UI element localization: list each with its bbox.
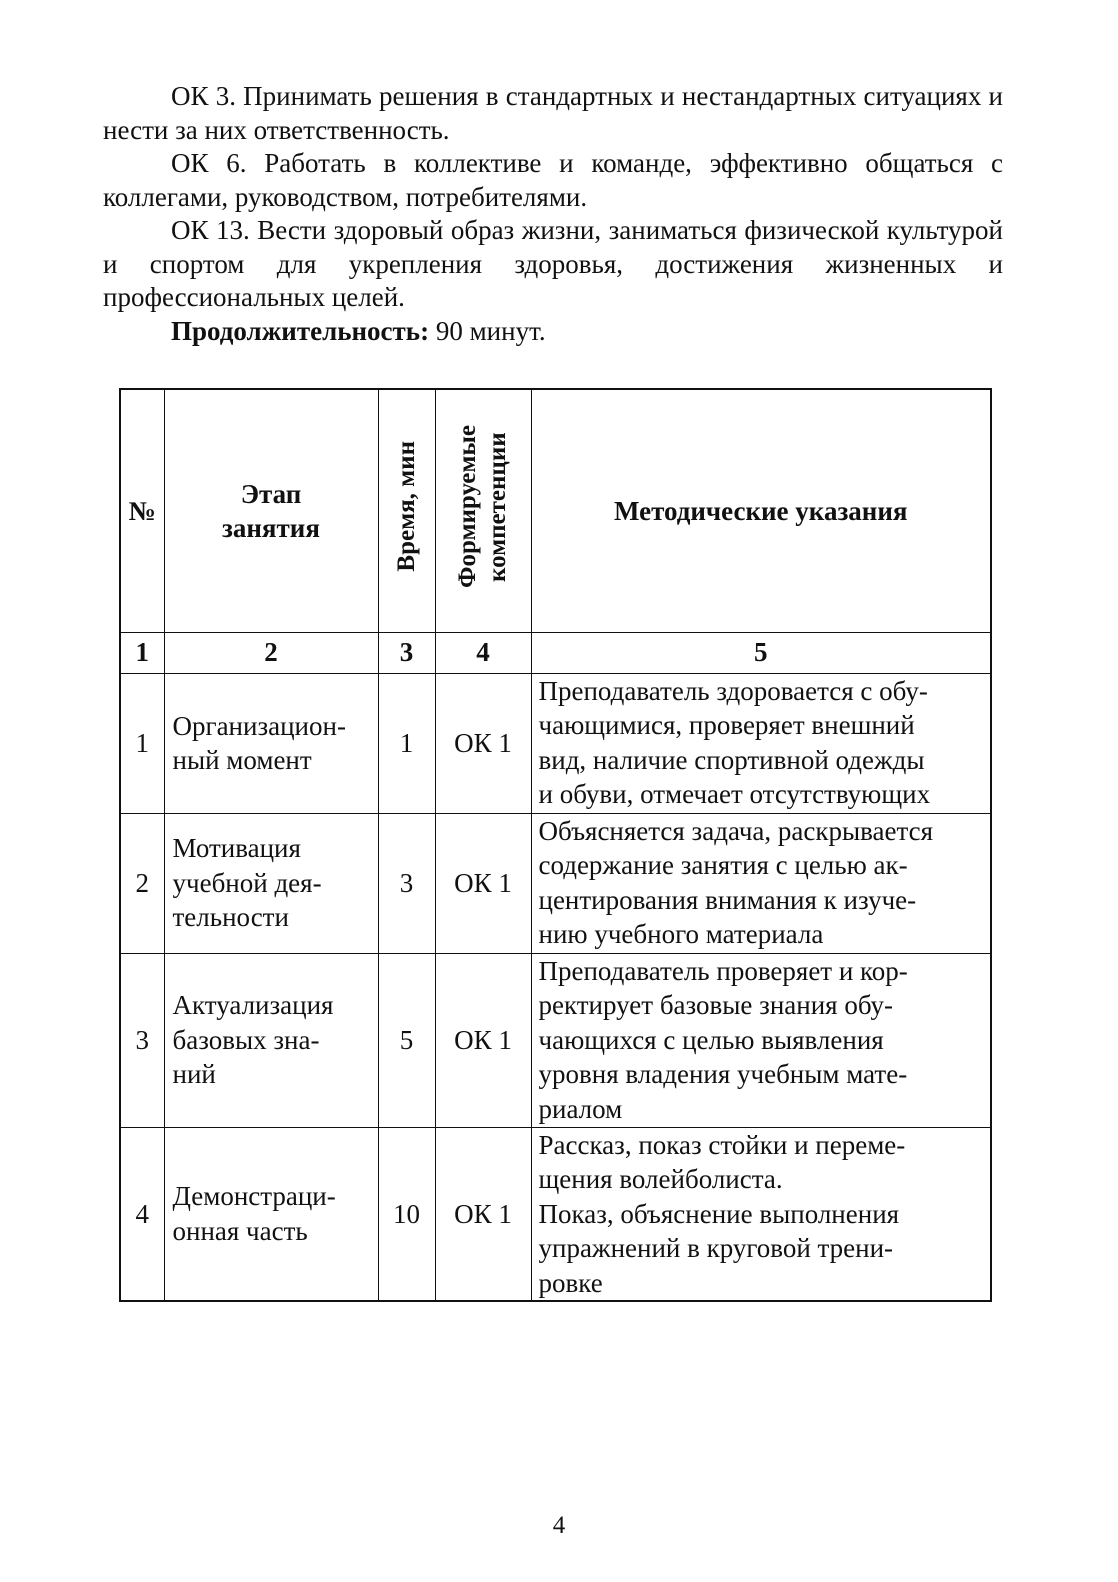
duration-label: Продолжительность:	[171, 315, 430, 346]
row-stage	[164, 813, 378, 953]
header-competencies	[435, 389, 531, 632]
row-notes	[531, 673, 991, 813]
row-competency: ОК 1	[435, 673, 531, 813]
row-num: 1	[120, 673, 164, 813]
row-competency: ОК 1	[435, 1127, 531, 1301]
table-row	[120, 673, 991, 813]
row-stage-text: Мотивация учебной дея- тельности	[172, 833, 322, 933]
row-notes-text: Преподаватель здоровается с обу- чающимися, проверяет внешний вид, наличие спортивной одежды и обуви, отмечает отсутствующих	[538, 675, 931, 809]
row-stage	[164, 953, 378, 1127]
row-time: 1	[378, 673, 435, 813]
page-number: 4	[552, 1512, 566, 1539]
row-competency: ОК 1	[435, 953, 531, 1127]
row-time: 3	[378, 813, 435, 953]
duration-value: 90 минут.	[429, 315, 546, 346]
intro-text	[103, 80, 1003, 348]
column-number: 5	[531, 632, 991, 673]
lesson-plan-table	[119, 388, 992, 1302]
header-time-text: Время, мин	[392, 441, 420, 572]
row-stage-text: Организацион- ный момент	[172, 710, 346, 775]
row-stage-text: Актуализация базовых зна- ний	[172, 990, 334, 1090]
paragraph-ok6: ОК 6. Работать в коллективе и команде, эффективно общаться с коллегами, руководством, потребителями.	[103, 148, 1003, 212]
row-notes	[531, 1127, 991, 1301]
paragraph-ok3: ОК 3. Принимать решения в стандартных и нестандартных ситуациях и нести за них ответственность.	[103, 81, 1003, 145]
table-row	[120, 953, 991, 1127]
header-stage-text: Этап занятия	[222, 478, 320, 543]
header-notes: Методические указания	[531, 389, 991, 632]
header-time	[378, 389, 435, 632]
row-notes	[531, 813, 991, 953]
row-notes-text: Объясняется задача, раскрывается содержание занятия с целью ак- центирования внимания к изуче- нию учебного материала	[538, 815, 934, 949]
row-notes-text: Рассказ, показ стойки и переме- щения волейболиста. Показ, объяснение выполнения упражнений в круговой трени- ровке	[538, 1129, 906, 1298]
paragraph-ok13: ОК 13. Вести здоровый образ жизни, заниматься физической культурой и спортом для укрепления здоровья, достижения жизненных и профессиональных целей.	[103, 215, 1003, 312]
table-row	[120, 1127, 991, 1301]
column-number: 2	[164, 632, 378, 673]
duration-line	[103, 315, 1003, 349]
column-number: 1	[120, 632, 164, 673]
header-num: №	[120, 389, 164, 632]
row-notes	[531, 953, 991, 1127]
column-number-row	[120, 632, 991, 673]
row-competency: ОК 1	[435, 813, 531, 953]
row-num: 2	[120, 813, 164, 953]
row-num: 4	[120, 1127, 164, 1301]
header-stage	[164, 389, 378, 632]
table-header-row	[120, 389, 991, 632]
row-stage	[164, 1127, 378, 1301]
header-competencies-text: Формируемые компетенции	[454, 425, 511, 588]
row-notes-text: Преподаватель проверяет и кор- ректирует базовые знания обу- чающихся с целью выявления уровня владения учебным мате- риалом	[538, 955, 908, 1124]
column-number: 4	[435, 632, 531, 673]
row-stage	[164, 673, 378, 813]
row-stage-text: Демонстраци- онная часть	[172, 1181, 336, 1246]
row-time: 10	[378, 1127, 435, 1301]
table-row	[120, 813, 991, 953]
column-number: 3	[378, 632, 435, 673]
row-time: 5	[378, 953, 435, 1127]
row-num: 3	[120, 953, 164, 1127]
